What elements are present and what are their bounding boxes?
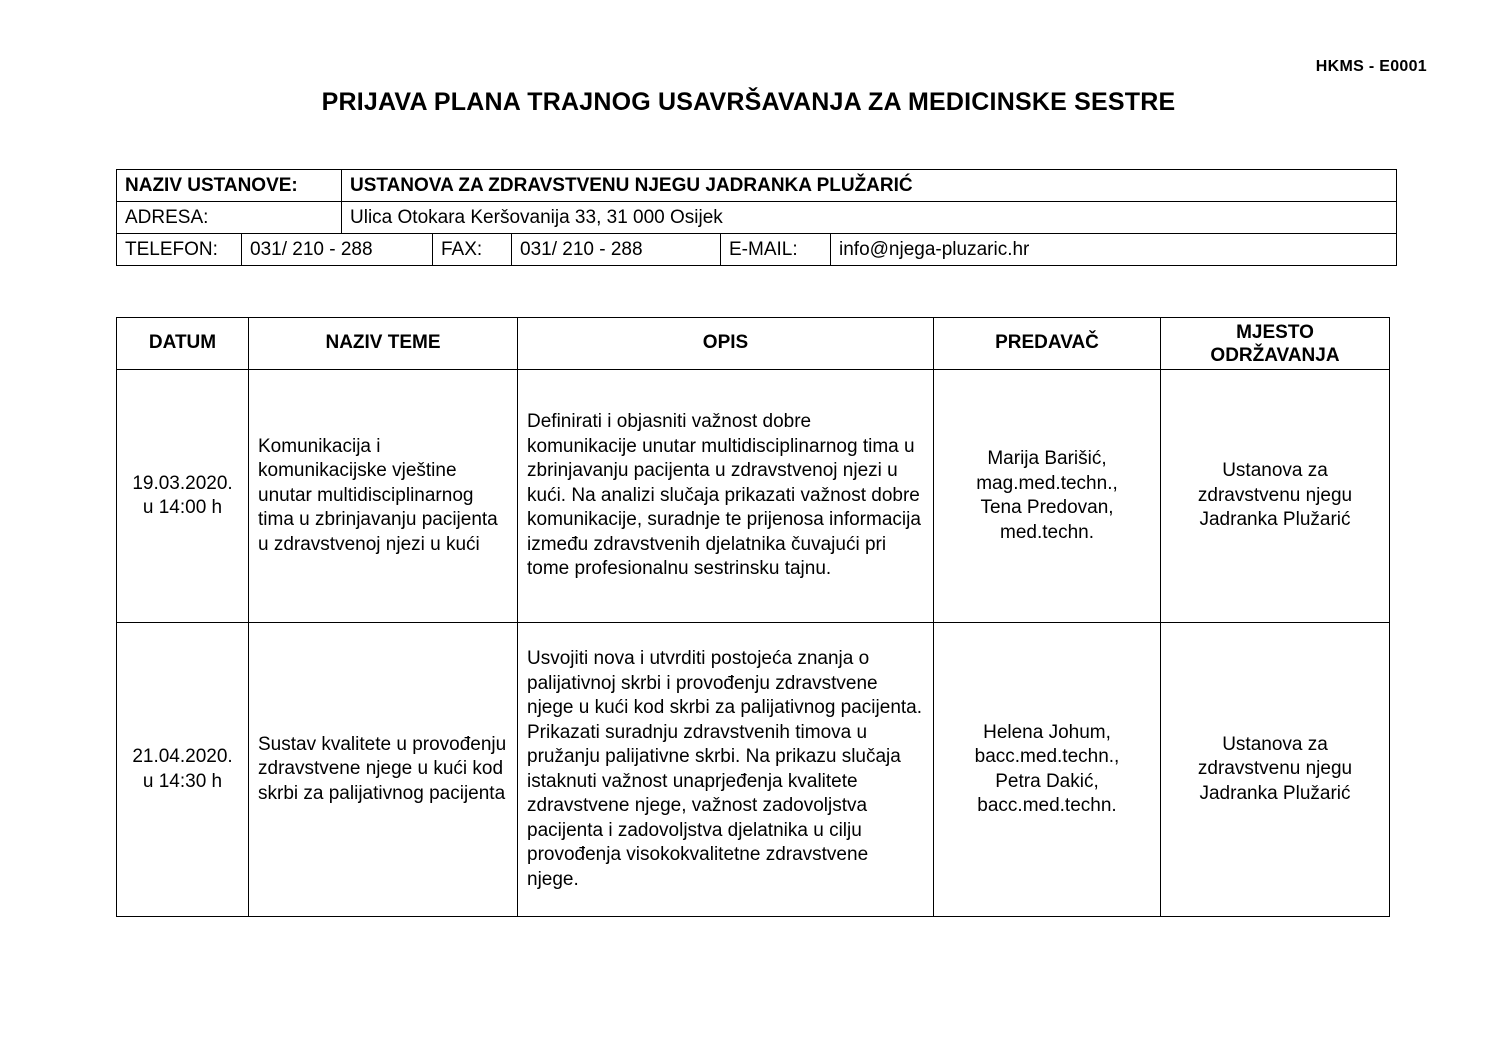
lecturer-cell [933,370,1160,622]
header-date: DATUM [148,332,217,354]
address-label: ADRESA: [125,206,209,228]
date-cell [117,370,248,622]
time-text: u 14:00 h [142,497,223,518]
lecturer-line: Petra Dakić, [995,770,1099,792]
institution-name-label: NAZIV USTANOVE: [125,174,298,196]
address-value: Ulica Otokara Keršovanija 33, 31 000 Osijek [341,202,1396,233]
header-lecturer: PREDAVAČ [933,318,1160,369]
fax-value: 031/ 210 - 288 [511,234,720,265]
time-text: u 14:30 h [142,770,223,792]
document-title: PRIJAVA PLANA TRAJNOG USAVRŠAVANJA ZA MEDICINSKE SESTRE [321,88,1176,116]
description-cell: Usvojiti nova i utvrditi postojeća znanja o palijativnoj skrbi i provođenju zdravstvene njege u kući kod skrbi za palijativnog pacijenta. Prikazati suradnju zdravstvenih timova u pružanju palijativne skrbi. Na prikazu slučaja istaknuti važnost unaprjeđenja kvalitete zdravstvene njege, važnost zadovoljstva pacijenta i zadovoljstva djelatnika u cilju provođenja visokokvalitetne zdravstvene njege. [517,623,933,916]
description-cell: Definirati i objasniti važnost dobre komunikacije unutar multidisciplinarnog tima u zbrinjavanju pacijenta u zdravstvenoj njezi u kući. Na analizi slučaja prikazati važnost dobre komunikacije, suradnje te prijenosa informacija između zdravstvenih djelatnika čuvajući pri tome profesionalnu sestrinsku tajnu. [517,370,933,622]
location-cell [1160,623,1389,916]
location-line: zdravstvenu njegu [1197,758,1353,780]
lecturer-line: Marija Barišić, [987,448,1107,469]
location-cell [1160,370,1389,622]
institution-info-table [116,169,1397,266]
lecturer-line: Helena Johum, [983,721,1111,743]
location-line: Jadranka Plužarić [1199,509,1351,531]
document-code: HKMS - E0001 [1315,58,1427,75]
lecturer-line: Tena Predovan, [980,497,1114,518]
institution-contact-row [117,233,1396,265]
lecturer-line: bacc.med.techn., [974,746,1120,767]
table-row [117,369,1389,622]
location-line: Ustanova za [1222,733,1328,755]
email-value[interactable] [830,234,1396,265]
lecturer-line: bacc.med.techn. [977,795,1117,816]
lecturer-line: med.techn. [1000,521,1094,543]
institution-address-row [117,201,1396,233]
location-line: zdravstvenu njegu [1197,484,1353,506]
fax-label: FAX: [432,234,511,265]
topic-cell: Sustav kvalitete u provođenju zdravstvene njege u kući kod skrbi za palijativnog pacijenta [248,623,517,916]
institution-name-row [117,170,1396,201]
email-link[interactable]: info@njega-pluzaric.hr [839,238,1030,260]
phone-label: TELEFON: [125,238,218,260]
header-description: OPIS [517,318,933,369]
topic-cell: Komunikacija i komunikacijske vještine unutar multidisciplinarnog tima u zbrinjavanju pacijenta u zdravstvenoj njezi u kući [248,370,517,622]
date-text: 21.04.2020. [132,746,233,767]
institution-name-value: USTANOVA ZA ZDRAVSTVENU NJEGU JADRANKA PLUŽARIĆ [341,170,1396,201]
education-plan-table [116,317,1390,917]
location-line: Jadranka Plužarić [1199,782,1351,804]
plan-header-row [117,318,1389,369]
phone-value: 031/ 210 - 288 [241,234,432,265]
date-cell [117,623,248,916]
date-text: 19.03.2020. [132,472,233,494]
table-row [117,622,1389,916]
lecturer-line: mag.med.techn., [976,472,1118,494]
email-label: E-MAIL: [720,234,830,265]
lecturer-cell [933,623,1160,916]
location-line: Ustanova za [1222,460,1328,482]
header-location: MJESTO ODRŽAVANJA [1160,318,1389,369]
header-topic: NAZIV TEME [248,318,517,369]
